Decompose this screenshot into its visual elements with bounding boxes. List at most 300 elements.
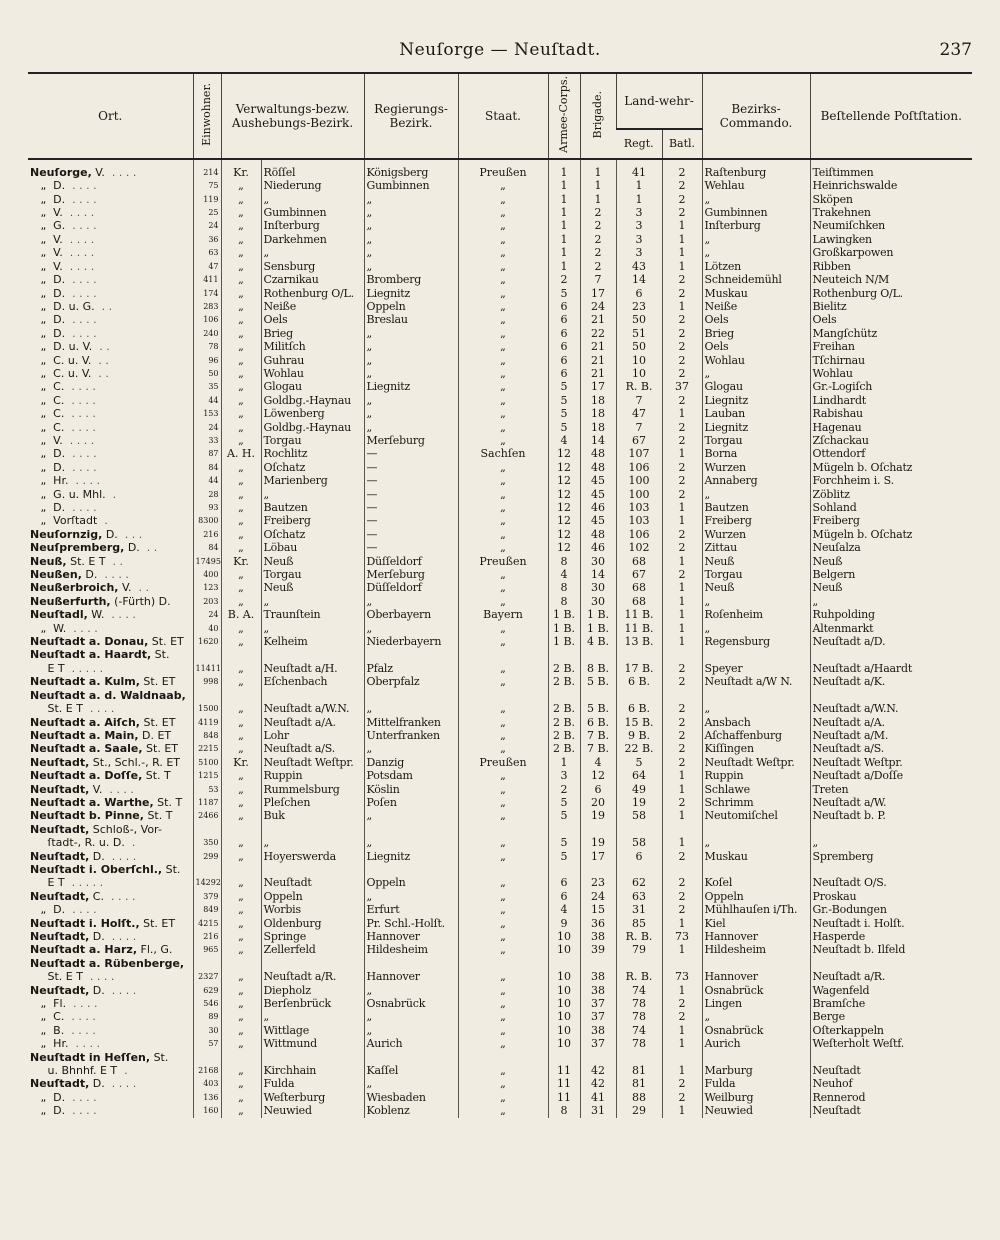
district-type-cell: Kr.: [221, 159, 261, 179]
place-name: Neuſtadt a. Rübenberge,: [30, 956, 185, 970]
place-detail: D. ET: [138, 728, 172, 742]
post-station-cell: Bramſche: [810, 997, 972, 1010]
district-cell: Militſch: [261, 340, 364, 353]
running-title: Neuſorge — Neuſtadt.: [399, 40, 601, 60]
district-type-cell: „: [221, 903, 261, 916]
district-cell: Diepholz: [261, 984, 364, 997]
inhabitants-cell: 214: [193, 159, 221, 179]
regiment-cell: 79: [616, 943, 662, 956]
district-cell: Brieg: [261, 327, 364, 340]
place-cell: [28, 407, 193, 420]
command-cell: Neuß: [702, 555, 810, 568]
table-row: [28, 863, 972, 876]
post-station-cell: Ruhpolding: [810, 608, 972, 621]
army-corps-cell: 1: [548, 756, 580, 769]
place-cell: [28, 1104, 193, 1117]
district-cell: Pleſchen: [261, 796, 364, 809]
command-cell: Roſenheim: [702, 608, 810, 621]
command-cell: Hildesheim: [702, 943, 810, 956]
regierung-cell: Koblenz: [364, 1104, 458, 1117]
brigade-cell: 2: [580, 233, 616, 246]
battalion-cell: 1: [662, 1024, 702, 1037]
place-name: Neuſtadt a. d. Waldnaab,: [30, 688, 186, 702]
command-cell: „: [702, 193, 810, 206]
battalion-cell: 2: [662, 421, 702, 434]
battalion-cell: 2: [662, 273, 702, 286]
post-station-cell: Neuhof: [810, 1077, 972, 1090]
table-row: [28, 635, 972, 648]
state-cell: „: [458, 890, 548, 903]
command-cell: Bautzen: [702, 501, 810, 514]
brigade-cell: 41: [580, 1091, 616, 1104]
inhabitants-cell: 965: [193, 943, 221, 956]
post-station-cell: Neuſtadt Weſtpr.: [810, 756, 972, 769]
place-detail: St. E T: [30, 702, 83, 716]
table-row: [28, 783, 972, 796]
leader-dots: .: [105, 487, 117, 501]
place-detail: St.: [151, 648, 170, 662]
post-station-cell: Neuſtadt a/M.: [810, 729, 972, 742]
inhabitants-cell: 629: [193, 984, 221, 997]
command-cell: Marburg: [702, 1064, 810, 1077]
place-cell: [28, 903, 193, 916]
post-station-cell: Neuſtadt: [810, 1064, 972, 1077]
regierung-cell: „: [364, 1077, 458, 1090]
regierung-cell: „: [364, 1024, 458, 1037]
place-cell: [28, 1051, 193, 1064]
regiment-cell: [616, 1051, 662, 1064]
district-cell: Fulda: [261, 1077, 364, 1090]
post-station-cell: [810, 648, 972, 661]
post-station-cell: [810, 689, 972, 702]
brigade-cell: 38: [580, 1024, 616, 1037]
district-cell: [261, 863, 364, 876]
place-cell: [28, 930, 193, 943]
district-cell: Kelheim: [261, 635, 364, 648]
place-detail: St. ET: [139, 675, 176, 689]
post-station-cell: Neuſtadt a/S.: [810, 742, 972, 755]
army-corps-cell: 10: [548, 930, 580, 943]
district-type-cell: „: [221, 434, 261, 447]
place-cell: [28, 300, 193, 313]
place-cell: [28, 876, 193, 889]
place-cell: [28, 233, 193, 246]
army-corps-cell: 5: [548, 380, 580, 393]
regierung-cell: Hannover: [364, 970, 458, 983]
state-cell: „: [458, 1104, 548, 1117]
battalion-cell: 1: [662, 246, 702, 259]
place-detail: St.: [162, 862, 181, 876]
table-row: [28, 716, 972, 729]
place-detail: „ W.: [30, 621, 67, 635]
state-cell: „: [458, 662, 548, 675]
state-cell: „: [458, 970, 548, 983]
district-type-cell: „: [221, 461, 261, 474]
command-cell: Brieg: [702, 327, 810, 340]
army-corps-cell: [548, 957, 580, 970]
regierung-cell: Poſen: [364, 796, 458, 809]
table-row: [28, 407, 972, 420]
inhabitants-cell: 47: [193, 260, 221, 273]
army-corps-cell: 2: [548, 273, 580, 286]
table-row: [28, 313, 972, 326]
place-detail: „ Hr.: [30, 474, 69, 488]
district-cell: Glogau: [261, 380, 364, 393]
regierung-cell: Hannover: [364, 930, 458, 943]
regiment-cell: 3: [616, 233, 662, 246]
district-type-cell: „: [221, 1037, 261, 1050]
place-cell: [28, 260, 193, 273]
command-cell: Wehlau: [702, 179, 810, 192]
army-corps-cell: 10: [548, 943, 580, 956]
battalion-cell: 2: [662, 890, 702, 903]
inhabitants-cell: 24: [193, 219, 221, 232]
table-row: [28, 997, 972, 1010]
state-cell: „: [458, 581, 548, 594]
state-cell: [458, 863, 548, 876]
regiment-cell: 103: [616, 514, 662, 527]
inhabitants-cell: 25: [193, 206, 221, 219]
inhabitants-cell: 4119: [193, 716, 221, 729]
district-type-cell: „: [221, 568, 261, 581]
place-cell: [28, 1077, 193, 1090]
brigade-cell: [580, 957, 616, 970]
place-detail: C.: [89, 889, 104, 903]
leader-dots: . .: [91, 366, 109, 380]
army-corps-cell: 2 B.: [548, 716, 580, 729]
place-cell: [28, 796, 193, 809]
brigade-cell: 14: [580, 568, 616, 581]
inhabitants-cell: [193, 823, 221, 836]
table-row: [28, 193, 972, 206]
regiment-cell: 81: [616, 1064, 662, 1077]
brigade-cell: 8 B.: [580, 662, 616, 675]
leader-dots: . . . .: [62, 246, 95, 260]
state-cell: „: [458, 407, 548, 420]
battalion-cell: 1: [662, 622, 702, 635]
army-corps-cell: 1: [548, 159, 580, 179]
army-corps-cell: 5: [548, 421, 580, 434]
battalion-cell: 2: [662, 354, 702, 367]
regierung-cell: Merſeburg: [364, 434, 458, 447]
district-cell: Neuß: [261, 581, 364, 594]
inhabitants-cell: 24: [193, 608, 221, 621]
army-corps-cell: 10: [548, 1024, 580, 1037]
regiment-cell: 78: [616, 997, 662, 1010]
leader-dots: . . . .: [65, 447, 97, 461]
regierung-cell: Aurich: [364, 1037, 458, 1050]
place-detail: „ D.: [30, 460, 66, 474]
inhabitants-cell: 848: [193, 729, 221, 742]
state-cell: „: [458, 729, 548, 742]
state-cell: [458, 648, 548, 661]
district-cell: Oſchatz: [261, 528, 364, 541]
command-cell: Lingen: [702, 997, 810, 1010]
leader-dots: . . . .: [68, 1037, 100, 1051]
district-type-cell: „: [221, 970, 261, 983]
district-cell: Neuſtadt a/W.N.: [261, 702, 364, 715]
command-cell: Koſel: [702, 876, 810, 889]
battalion-cell: 1: [662, 836, 702, 849]
inhabitants-cell: 96: [193, 354, 221, 367]
brigade-cell: 42: [580, 1077, 616, 1090]
brigade-cell: 7 B.: [580, 742, 616, 755]
place-detail: W.: [87, 608, 105, 622]
leader-dots: . .: [91, 353, 109, 367]
inhabitants-cell: [193, 863, 221, 876]
command-cell: Annaberg: [702, 474, 810, 487]
brigade-cell: 18: [580, 394, 616, 407]
place-name: Neuſtadl,: [30, 608, 88, 622]
district-type-cell: „: [221, 300, 261, 313]
inhabitants-cell: 1215: [193, 769, 221, 782]
brigade-cell: 5 B.: [580, 702, 616, 715]
place-cell: [28, 769, 193, 782]
place-cell: [28, 917, 193, 930]
inhabitants-cell: 63: [193, 246, 221, 259]
place-detail: „ D.: [30, 903, 66, 917]
regierung-cell: „: [364, 595, 458, 608]
regierung-cell: Liegnitz: [364, 380, 458, 393]
command-cell: „: [702, 246, 810, 259]
place-detail: „ D.: [30, 192, 66, 206]
district-cell: Ruppin: [261, 769, 364, 782]
table-row: [28, 541, 972, 554]
inhabitants-cell: 4215: [193, 917, 221, 930]
district-type-cell: „: [221, 890, 261, 903]
army-corps-cell: 1: [548, 233, 580, 246]
brigade-cell: 21: [580, 354, 616, 367]
brigade-cell: 48: [580, 461, 616, 474]
inhabitants-cell: 299: [193, 850, 221, 863]
inhabitants-cell: 216: [193, 528, 221, 541]
battalion-cell: 73: [662, 930, 702, 943]
command-cell: Inſterburg: [702, 219, 810, 232]
command-cell: Freiberg: [702, 514, 810, 527]
place-detail: „ C.: [30, 380, 65, 394]
command-cell: „: [702, 367, 810, 380]
inhabitants-cell: 44: [193, 474, 221, 487]
inhabitants-cell: 50: [193, 367, 221, 380]
regierung-cell: Osnabrück: [364, 997, 458, 1010]
regierung-cell: —: [364, 501, 458, 514]
district-type-cell: „: [221, 407, 261, 420]
district-type-cell: „: [221, 340, 261, 353]
district-type-cell: „: [221, 581, 261, 594]
command-cell: Hannover: [702, 930, 810, 943]
army-corps-cell: 8: [548, 581, 580, 594]
brigade-cell: 22: [580, 327, 616, 340]
regierung-cell: [364, 863, 458, 876]
regierung-cell: Wiesbaden: [364, 1091, 458, 1104]
brigade-cell: 21: [580, 367, 616, 380]
place-cell: [28, 461, 193, 474]
army-corps-cell: [548, 648, 580, 661]
army-corps-cell: 6: [548, 313, 580, 326]
post-station-cell: Lawingken: [810, 233, 972, 246]
district-type-cell: „: [221, 1024, 261, 1037]
leader-dots: .: [117, 1064, 128, 1078]
district-type-cell: „: [221, 850, 261, 863]
regierung-cell: Oppeln: [364, 876, 458, 889]
brigade-cell: 37: [580, 1010, 616, 1023]
regiment-cell: 19: [616, 796, 662, 809]
place-cell: [28, 581, 193, 594]
brigade-cell: 38: [580, 970, 616, 983]
battalion-cell: 2: [662, 568, 702, 581]
post-station-cell: Wohlau: [810, 367, 972, 380]
post-station-cell: „: [810, 595, 972, 608]
brigade-cell: 30: [580, 581, 616, 594]
army-corps-cell: 9: [548, 917, 580, 930]
table-row: [28, 555, 972, 568]
inhabitants-cell: 93: [193, 501, 221, 514]
district-cell: Wittlage: [261, 1024, 364, 1037]
regierung-cell: „: [364, 890, 458, 903]
post-station-cell: Neuſtadt a/W.: [810, 796, 972, 809]
regiment-cell: [616, 957, 662, 970]
brigade-cell: 1 B.: [580, 622, 616, 635]
regiment-cell: 100: [616, 488, 662, 501]
district-cell: Marienberg: [261, 474, 364, 487]
regiment-cell: 88: [616, 1091, 662, 1104]
regiment-cell: [616, 648, 662, 661]
table-row: [28, 447, 972, 460]
regiment-cell: 85: [616, 917, 662, 930]
post-station-cell: Tſchirnau: [810, 354, 972, 367]
brigade-cell: 21: [580, 313, 616, 326]
command-cell: Glogau: [702, 380, 810, 393]
regiment-cell: 22 B.: [616, 742, 662, 755]
command-cell: Borna: [702, 447, 810, 460]
state-cell: „: [458, 327, 548, 340]
leader-dots: . . . .: [62, 232, 95, 246]
district-cell: Traunſtein: [261, 608, 364, 621]
regiment-cell: 6 B.: [616, 675, 662, 688]
regierung-cell: Bromberg: [364, 273, 458, 286]
district-cell: Oſchatz: [261, 461, 364, 474]
table-row: [28, 957, 972, 970]
state-cell: „: [458, 1037, 548, 1050]
command-cell: Lötzen: [702, 260, 810, 273]
command-cell: Kiſſingen: [702, 742, 810, 755]
brigade-cell: 14: [580, 434, 616, 447]
command-cell: Muskau: [702, 850, 810, 863]
place-cell: [28, 809, 193, 822]
army-corps-cell: 5: [548, 836, 580, 849]
state-cell: „: [458, 635, 548, 648]
post-station-cell: Neuſtadt b. Ilfeld: [810, 943, 972, 956]
place-detail: „ D.: [30, 313, 66, 327]
army-corps-cell: 4: [548, 434, 580, 447]
district-type-cell: „: [221, 1064, 261, 1077]
col-batl: Batl.: [662, 129, 702, 159]
post-station-cell: Mügeln b. Oſchatz: [810, 528, 972, 541]
regierung-cell: [364, 823, 458, 836]
place-detail: (-Fürth) D.: [110, 594, 171, 608]
place-name: Neuß,: [30, 554, 67, 568]
leader-dots: . . . .: [65, 313, 97, 327]
district-cell: Löbau: [261, 541, 364, 554]
regierung-cell: „: [364, 193, 458, 206]
brigade-cell: 17: [580, 850, 616, 863]
post-station-cell: Gr.-Logiſch: [810, 380, 972, 393]
brigade-cell: 6: [580, 783, 616, 796]
post-station-cell: Berge: [810, 1010, 972, 1023]
regiment-cell: 43: [616, 260, 662, 273]
command-cell: Osnabrück: [702, 1024, 810, 1037]
command-cell: Wurzen: [702, 461, 810, 474]
battalion-cell: 1: [662, 943, 702, 956]
regiment-cell: R. B.: [616, 930, 662, 943]
post-station-cell: Sohland: [810, 501, 972, 514]
district-cell: [261, 1051, 364, 1064]
brigade-cell: 17: [580, 287, 616, 300]
state-cell: „: [458, 742, 548, 755]
battalion-cell: 2: [662, 1091, 702, 1104]
place-name: Neuſorge,: [30, 165, 92, 179]
leader-dots: . . . .: [65, 192, 97, 206]
army-corps-cell: 3: [548, 769, 580, 782]
place-detail: „ V.: [30, 232, 63, 246]
regierung-cell: „: [364, 836, 458, 849]
place-cell: [28, 528, 193, 541]
table-row: [28, 1010, 972, 1023]
district-type-cell: „: [221, 380, 261, 393]
district-cell: Sensburg: [261, 260, 364, 273]
brigade-cell: 39: [580, 943, 616, 956]
place-name: Neuſtadt,: [30, 755, 90, 769]
leader-dots: . . . . .: [64, 876, 104, 890]
command-cell: Fulda: [702, 1077, 810, 1090]
place-detail: V.: [118, 581, 132, 595]
place-cell: [28, 447, 193, 460]
state-cell: „: [458, 917, 548, 930]
place-cell: [28, 608, 193, 621]
place-detail: E T: [30, 661, 65, 675]
regierung-cell: Danzig: [364, 756, 458, 769]
brigade-cell: 2: [580, 260, 616, 273]
battalion-cell: 1: [662, 407, 702, 420]
leader-dots: . . . .: [66, 997, 98, 1011]
battalion-cell: 2: [662, 488, 702, 501]
regierung-cell: —: [364, 488, 458, 501]
place-cell: [28, 742, 193, 755]
battalion-cell: 1: [662, 1037, 702, 1050]
place-detail: „ D.: [30, 1090, 66, 1104]
inhabitants-cell: 400: [193, 568, 221, 581]
state-cell: „: [458, 850, 548, 863]
district-type-cell: „: [221, 367, 261, 380]
regiment-cell: 7: [616, 394, 662, 407]
state-cell: Preußen: [458, 555, 548, 568]
place-cell: [28, 943, 193, 956]
regierung-cell: Oppeln: [364, 300, 458, 313]
brigade-cell: 36: [580, 917, 616, 930]
table-row: [28, 1104, 972, 1117]
brigade-cell: 38: [580, 984, 616, 997]
place-cell: [28, 689, 193, 702]
leader-dots: . . . .: [66, 621, 98, 635]
regierung-cell: „: [364, 809, 458, 822]
regierung-cell: „: [364, 246, 458, 259]
place-detail: St. ET: [148, 635, 184, 649]
district-cell: Neuſtadt a/R.: [261, 970, 364, 983]
regierung-cell: „: [364, 367, 458, 380]
brigade-cell: 45: [580, 488, 616, 501]
army-corps-cell: 2 B.: [548, 675, 580, 688]
command-cell: [702, 863, 810, 876]
